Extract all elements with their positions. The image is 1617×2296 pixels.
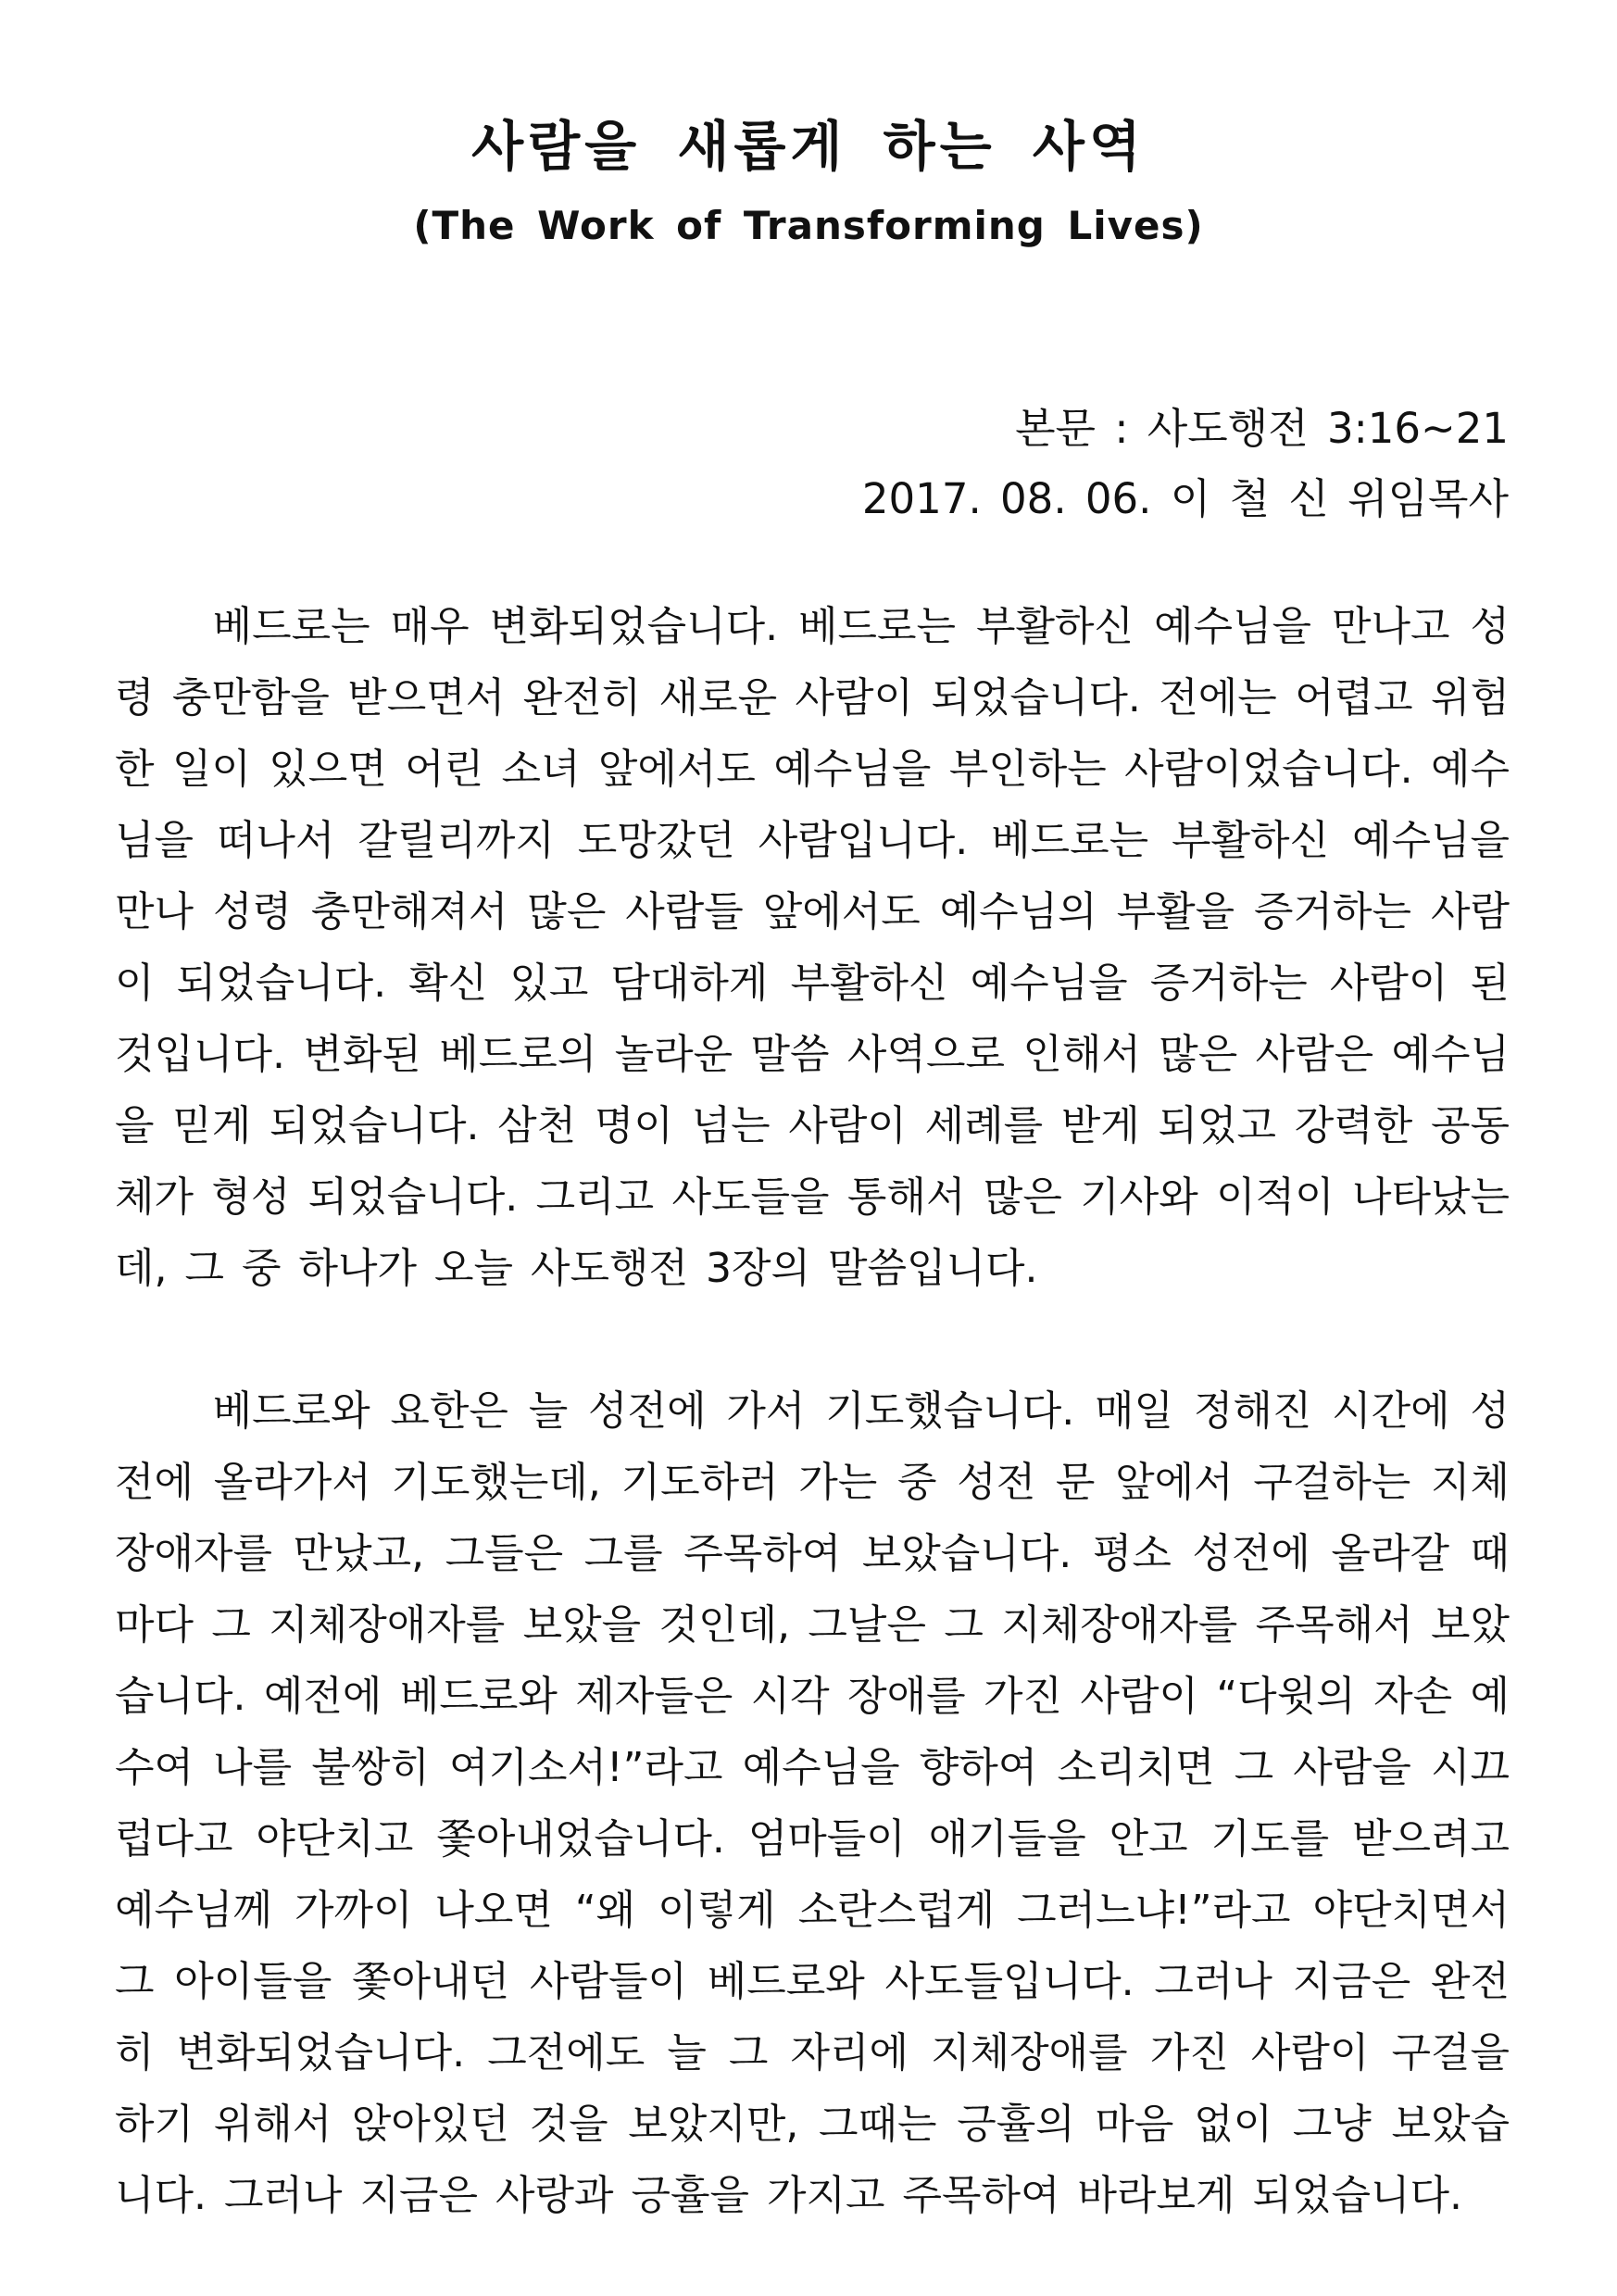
scripture-reference: 본문 : 사도행전 3:16~21	[1015, 404, 1509, 453]
date-and-author: 2017. 08. 06. 이 철 신 위임목사	[861, 474, 1509, 523]
sermon-meta	[862, 394, 1509, 534]
title-block	[0, 109, 1617, 254]
sermon-subtitle: (The Work of Transforming Lives)	[413, 203, 1204, 248]
paragraph-2: 베드로와 요한은 늘 성전에 가서 기도했습니다. 매일 정해진 시간에 성전에 올라가서 기도했는데, 기도하러 가는 중 성전 문 앞에서 구걸하는 지체장애자를 만났고, 그들은 그를 주목하여 보았습니다. 평소 성전에 올라갈 때마다 그 지체장애자를 보았을 것인데, 그날은 그 지체장애자를 주목해서 보았습니다. 예전에 베드로와 제자들은 시각 장애를 가진 사람이 “다윗의 자손 예수여 나를 불쌍히 여기소서!”라고 예수님을 향하여 소리치면 그 사람을 시끄럽다고 야단치고 쫓아내었습니다. 엄마들이 애기들을 안고 기도를 받으려고 예수님께 가까이 나오면 “왜 이렇게 소란스럽게 그러느냐!”라고 야단치면서 그 아이들을 쫓아내던 사람들이 베드로와 사도들입니다. 그러나 지금은 완전히 변화되었습니다. 그전에도 늘 그 자리에 지체장애를 가진 사람이 구걸을 하기 위해서 앉아있던 것을 보았지만, 그때는 긍휼의 마음 없이 그냥 보았습니다. 그러나 지금은 사랑과 긍휼을 가지고 주목하여 바라보게 되었습니다.	[115, 1387, 1510, 2219]
paragraph-1: 베드로는 매우 변화되었습니다. 베드로는 부활하신 예수님을 만나고 성령 충만함을 받으면서 완전히 새로운 사람이 되었습니다. 전에는 어렵고 위험한 일이 있으면 어린 소녀 앞에서도 예수님을 부인하는 사람이었습니다. 예수님을 떠나서 갈릴리까지 도망갔던 사람입니다. 베드로는 부활하신 예수님을 만나 성령 충만해져서 많은 사람들 앞에서도 예수님의 부활을 증거하는 사람이 되었습니다. 확신 있고 담대하게 부활하신 예수님을 증거하는 사람이 된 것입니다. 변화된 베드로의 놀라운 말씀 사역으로 인해서 많은 사람은 예수님을 믿게 되었습니다. 삼천 명이 넘는 사람이 세례를 받게 되었고 강력한 공동체가 형성 되었습니다. 그리고 사도들을 통해서 많은 기사와 이적이 나타났는데, 그 중 하나가 오늘 사도행전 3장의 말씀입니다.	[115, 603, 1510, 1292]
sermon-body	[115, 591, 1510, 2231]
sermon-title: 사람을 새롭게 하는 사역	[471, 115, 1146, 178]
